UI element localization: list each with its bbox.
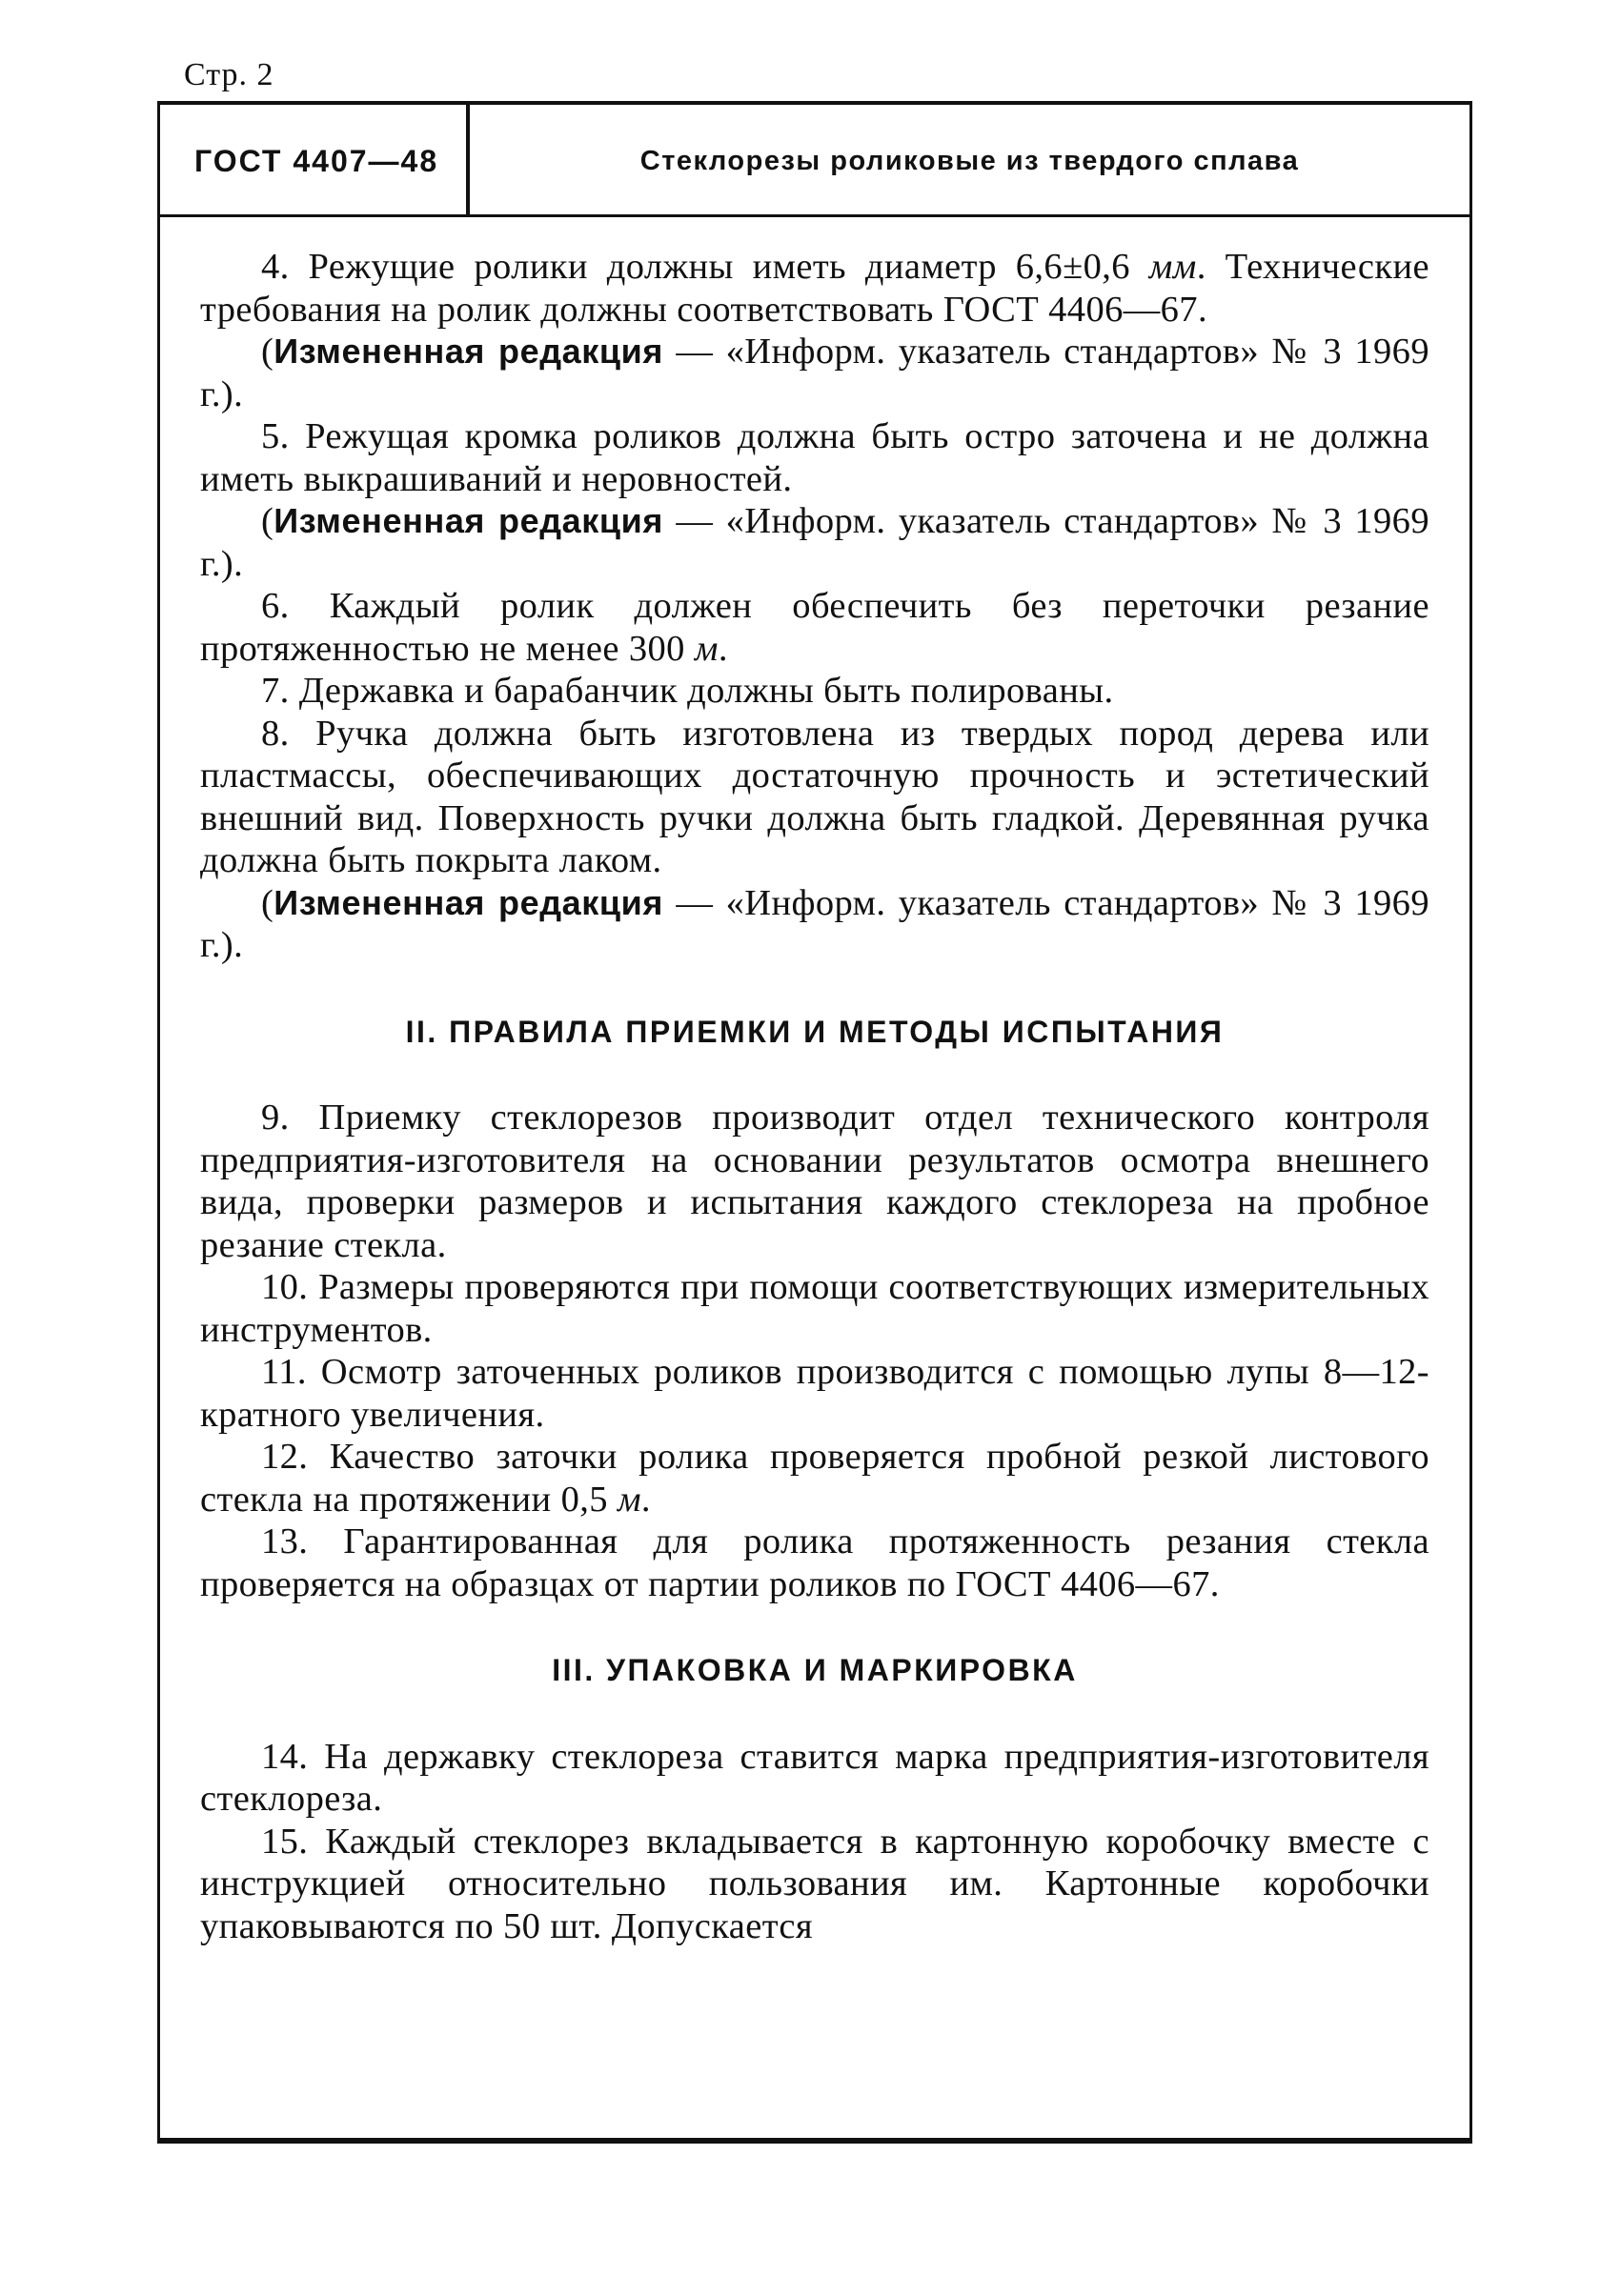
paragraph-14: 14. На державку стеклореза ставится марка предприятия-изготовителя стеклореза. bbox=[200, 1736, 1429, 1819]
unit-m: м bbox=[694, 628, 719, 669]
page-frame bbox=[157, 101, 1472, 2144]
paragraph-6: 6. Каждый ролик должен обеспечить без переточки резание протяженностью не менее 300 м. bbox=[200, 586, 1429, 669]
paragraph-13: 13. Гарантированная для ролика протяженность резания стекла проверяется на образцах от партии роликов по ГОСТ 4406—67. bbox=[200, 1521, 1429, 1604]
edition-note: (Измененная редакция — «Информ. указатель стандартов» № 3 1969 г.). bbox=[200, 882, 1429, 965]
document-body bbox=[200, 246, 1429, 1947]
paragraph-11: 11. Осмотр заточенных роликов производится с помощью лупы 8—12-кратного увеличения. bbox=[200, 1352, 1429, 1435]
section-2-title: II. ПРАВИЛА ПРИЕМКИ И МЕТОДЫ ИСПЫТАНИЯ bbox=[405, 1014, 1225, 1049]
paragraph-12: 12. Качество заточки ролика проверяется пробной резкой листового стекла на протяжении 0,5 м. bbox=[200, 1437, 1429, 1520]
header-row bbox=[160, 105, 1469, 217]
edition-note: (Измененная редакция — «Информ. указатель стандартов» № 3 1969 г.). bbox=[200, 332, 1429, 414]
edition-note: (Измененная редакция — «Информ. указатель стандартов» № 3 1969 г.). bbox=[200, 501, 1429, 584]
section-3-title: III. УПАКОВКА И МАРКИРОВКА bbox=[552, 1653, 1078, 1687]
paragraph-7: 7. Державка и барабанчик должны быть полированы. bbox=[261, 671, 1114, 711]
unit-mm: мм bbox=[1148, 247, 1197, 287]
paragraph-4: 4. Режущие ролики должны иметь диаметр 6,6±0,6 мм. Технические требования на ролик должны соответствовать ГОСТ 4406—67. bbox=[200, 247, 1429, 330]
document-title: Стеклорезы роликовые из твердого сплава bbox=[639, 145, 1300, 176]
paragraph-15: 15. Каждый стеклорез вкладывается в картонную коробочку вместе с инструкцией относительно пользования им. Картонные коробочки упаковываются по 50 шт. Допускается bbox=[200, 1821, 1429, 1946]
paragraph-8: 8. Ручка должна быть изготовлена из твердых пород дерева или пластмассы, обеспечивающих достаточную прочность и эстетический внешний вид. Поверхность ручки должна быть гладкой. Деревянная ручка должна быть покрыта лаком. bbox=[200, 713, 1429, 880]
paragraph-10: 10. Размеры проверяются при помощи соответствующих измерительных инструментов. bbox=[200, 1267, 1429, 1350]
paragraph-5: 5. Режущая кромка роликов должна быть остро заточена и не должна иметь выкрашиваний и неровностей. bbox=[200, 416, 1429, 499]
page-number: Стр. 2 bbox=[184, 57, 274, 92]
unit-m: м bbox=[617, 1479, 641, 1520]
standard-number: ГОСТ 4407—48 bbox=[160, 105, 470, 217]
paragraph-9: 9. Приемку стеклорезов производит отдел технического контроля предприятия-изготовителя на основании результатов осмотра внешнего вида, проверки размеров и испытания каждого стеклореза на пробное резание стекла. bbox=[200, 1098, 1429, 1265]
